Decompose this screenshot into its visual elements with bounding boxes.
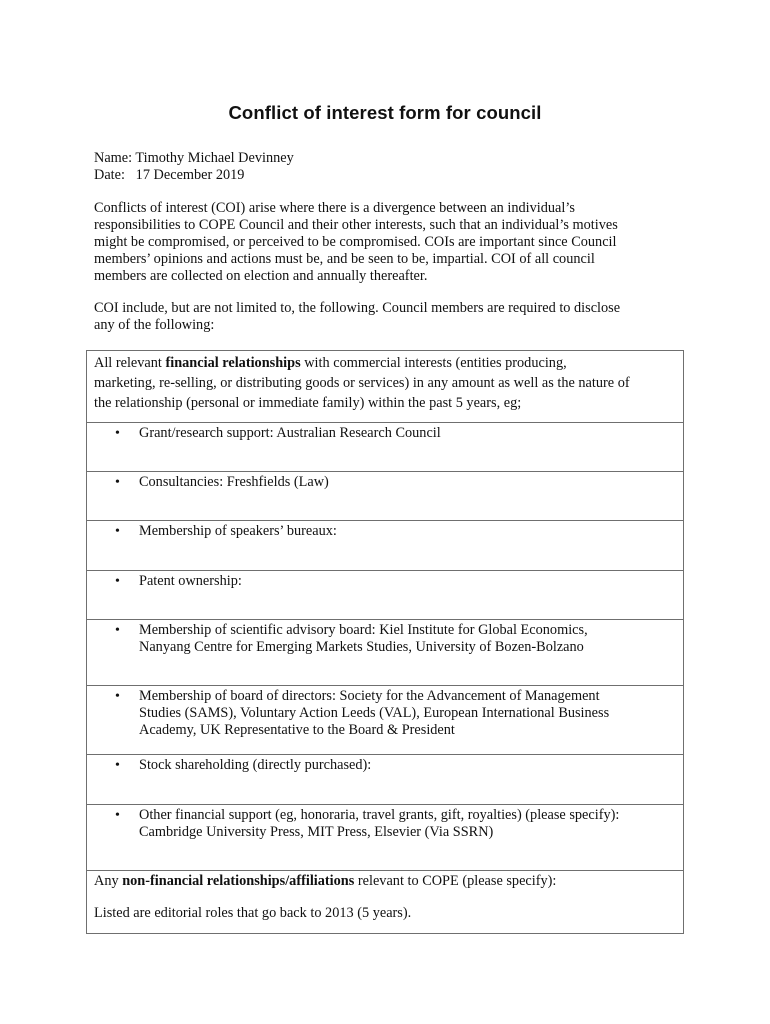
date-line: Date: 17 December 2019 — [94, 167, 245, 183]
name-line: Name: Timothy Michael Devinney — [94, 150, 294, 166]
table-row — [87, 754, 683, 804]
table-row — [87, 422, 683, 471]
stock-item — [139, 757, 679, 774]
patent-item — [139, 573, 679, 590]
item-line: Grant/research support: Australian Research Council — [139, 425, 441, 441]
item-line: Nanyang Centre for Emerging Markets Studies, University of Bozen-Bolzano — [139, 639, 584, 655]
intro-line: Conflicts of interest (COI) arise where there is a divergence between an individual’s — [94, 200, 575, 216]
financial-line2: marketing, re-selling, or distributing goods or services) in any amount as well as the nature of — [94, 375, 630, 391]
financial-bold: financial relationships — [165, 355, 301, 371]
item-line: Consultancies: Freshfields (Law) — [139, 474, 329, 490]
non-financial-question — [94, 873, 556, 890]
financial-intro-text — [94, 353, 680, 413]
bullet-icon: • — [115, 623, 120, 638]
bullet-icon: • — [115, 574, 120, 589]
table-row — [87, 471, 683, 520]
financial-intro-row — [87, 351, 683, 422]
bullet-icon: • — [115, 475, 120, 490]
table-row — [87, 685, 683, 754]
intro-line: might be compromised, or perceived to be compromised. COIs are important since Council — [94, 234, 617, 250]
table-row — [87, 804, 683, 870]
non-financial-prefix: Any — [94, 873, 123, 889]
financial-line3: the relationship (personal or immediate family) within the past 5 years, eg; — [94, 395, 522, 411]
coi-table — [86, 350, 684, 934]
table-row — [87, 619, 683, 685]
advisory-board-item — [139, 622, 679, 656]
item-line: Academy, UK Representative to the Board & President — [139, 722, 455, 738]
bullet-icon: • — [115, 758, 120, 773]
intro-paragraph — [94, 200, 684, 285]
coi-line: COI include, but are not limited to, the following. Council members are required to disclose — [94, 300, 621, 316]
non-financial-row — [87, 870, 683, 933]
item-line: Patent ownership: — [139, 573, 242, 589]
item-line: Studies (SAMS), Voluntary Action Leeds (VAL), European International Business — [139, 705, 610, 721]
table-row — [87, 520, 683, 570]
bullet-icon: • — [115, 524, 120, 539]
financial-suffix: with commercial interests (entities producing, — [300, 355, 567, 371]
intro-line: responsibilities to COPE Council and their other interests, such that an individual’s motives — [94, 217, 618, 233]
board-of-directors-item — [139, 688, 679, 739]
consultancies-item — [139, 474, 679, 491]
coi-paragraph — [94, 300, 684, 334]
intro-line: members are collected on election and annually thereafter. — [94, 268, 428, 284]
coi-line: any of the following: — [94, 317, 215, 333]
grant-item — [139, 425, 679, 442]
other-support-item — [139, 807, 679, 841]
item-line: Stock shareholding (directly purchased): — [139, 757, 372, 773]
speakers-item — [139, 523, 679, 540]
financial-prefix: All relevant — [94, 355, 166, 371]
bullet-icon: • — [115, 426, 120, 441]
item-line: Membership of board of directors: Society for the Advancement of Management — [139, 688, 600, 704]
non-financial-answer: Listed are editorial roles that go back to 2013 (5 years). — [94, 905, 412, 921]
item-line: Cambridge University Press, MIT Press, Elsevier (Via SSRN) — [139, 824, 494, 840]
item-line: Membership of speakers’ bureaux: — [139, 523, 337, 539]
bullet-icon: • — [115, 689, 120, 704]
meta-block — [94, 150, 294, 184]
non-financial-bold: non-financial relationships/affiliations — [122, 873, 355, 889]
non-financial-suffix: relevant to COPE (please specify): — [354, 873, 557, 889]
form-title: Conflict of interest form for council — [228, 102, 542, 123]
intro-line: members’ opinions and actions must be, and be seen to be, impartial. COI of all council — [94, 251, 595, 267]
item-line: Membership of scientific advisory board: Kiel Institute for Global Economics, — [139, 622, 588, 638]
bullet-icon: • — [115, 808, 120, 823]
table-row — [87, 570, 683, 619]
item-line: Other financial support (eg, honoraria, travel grants, gift, royalties) (please specify): — [139, 807, 620, 823]
